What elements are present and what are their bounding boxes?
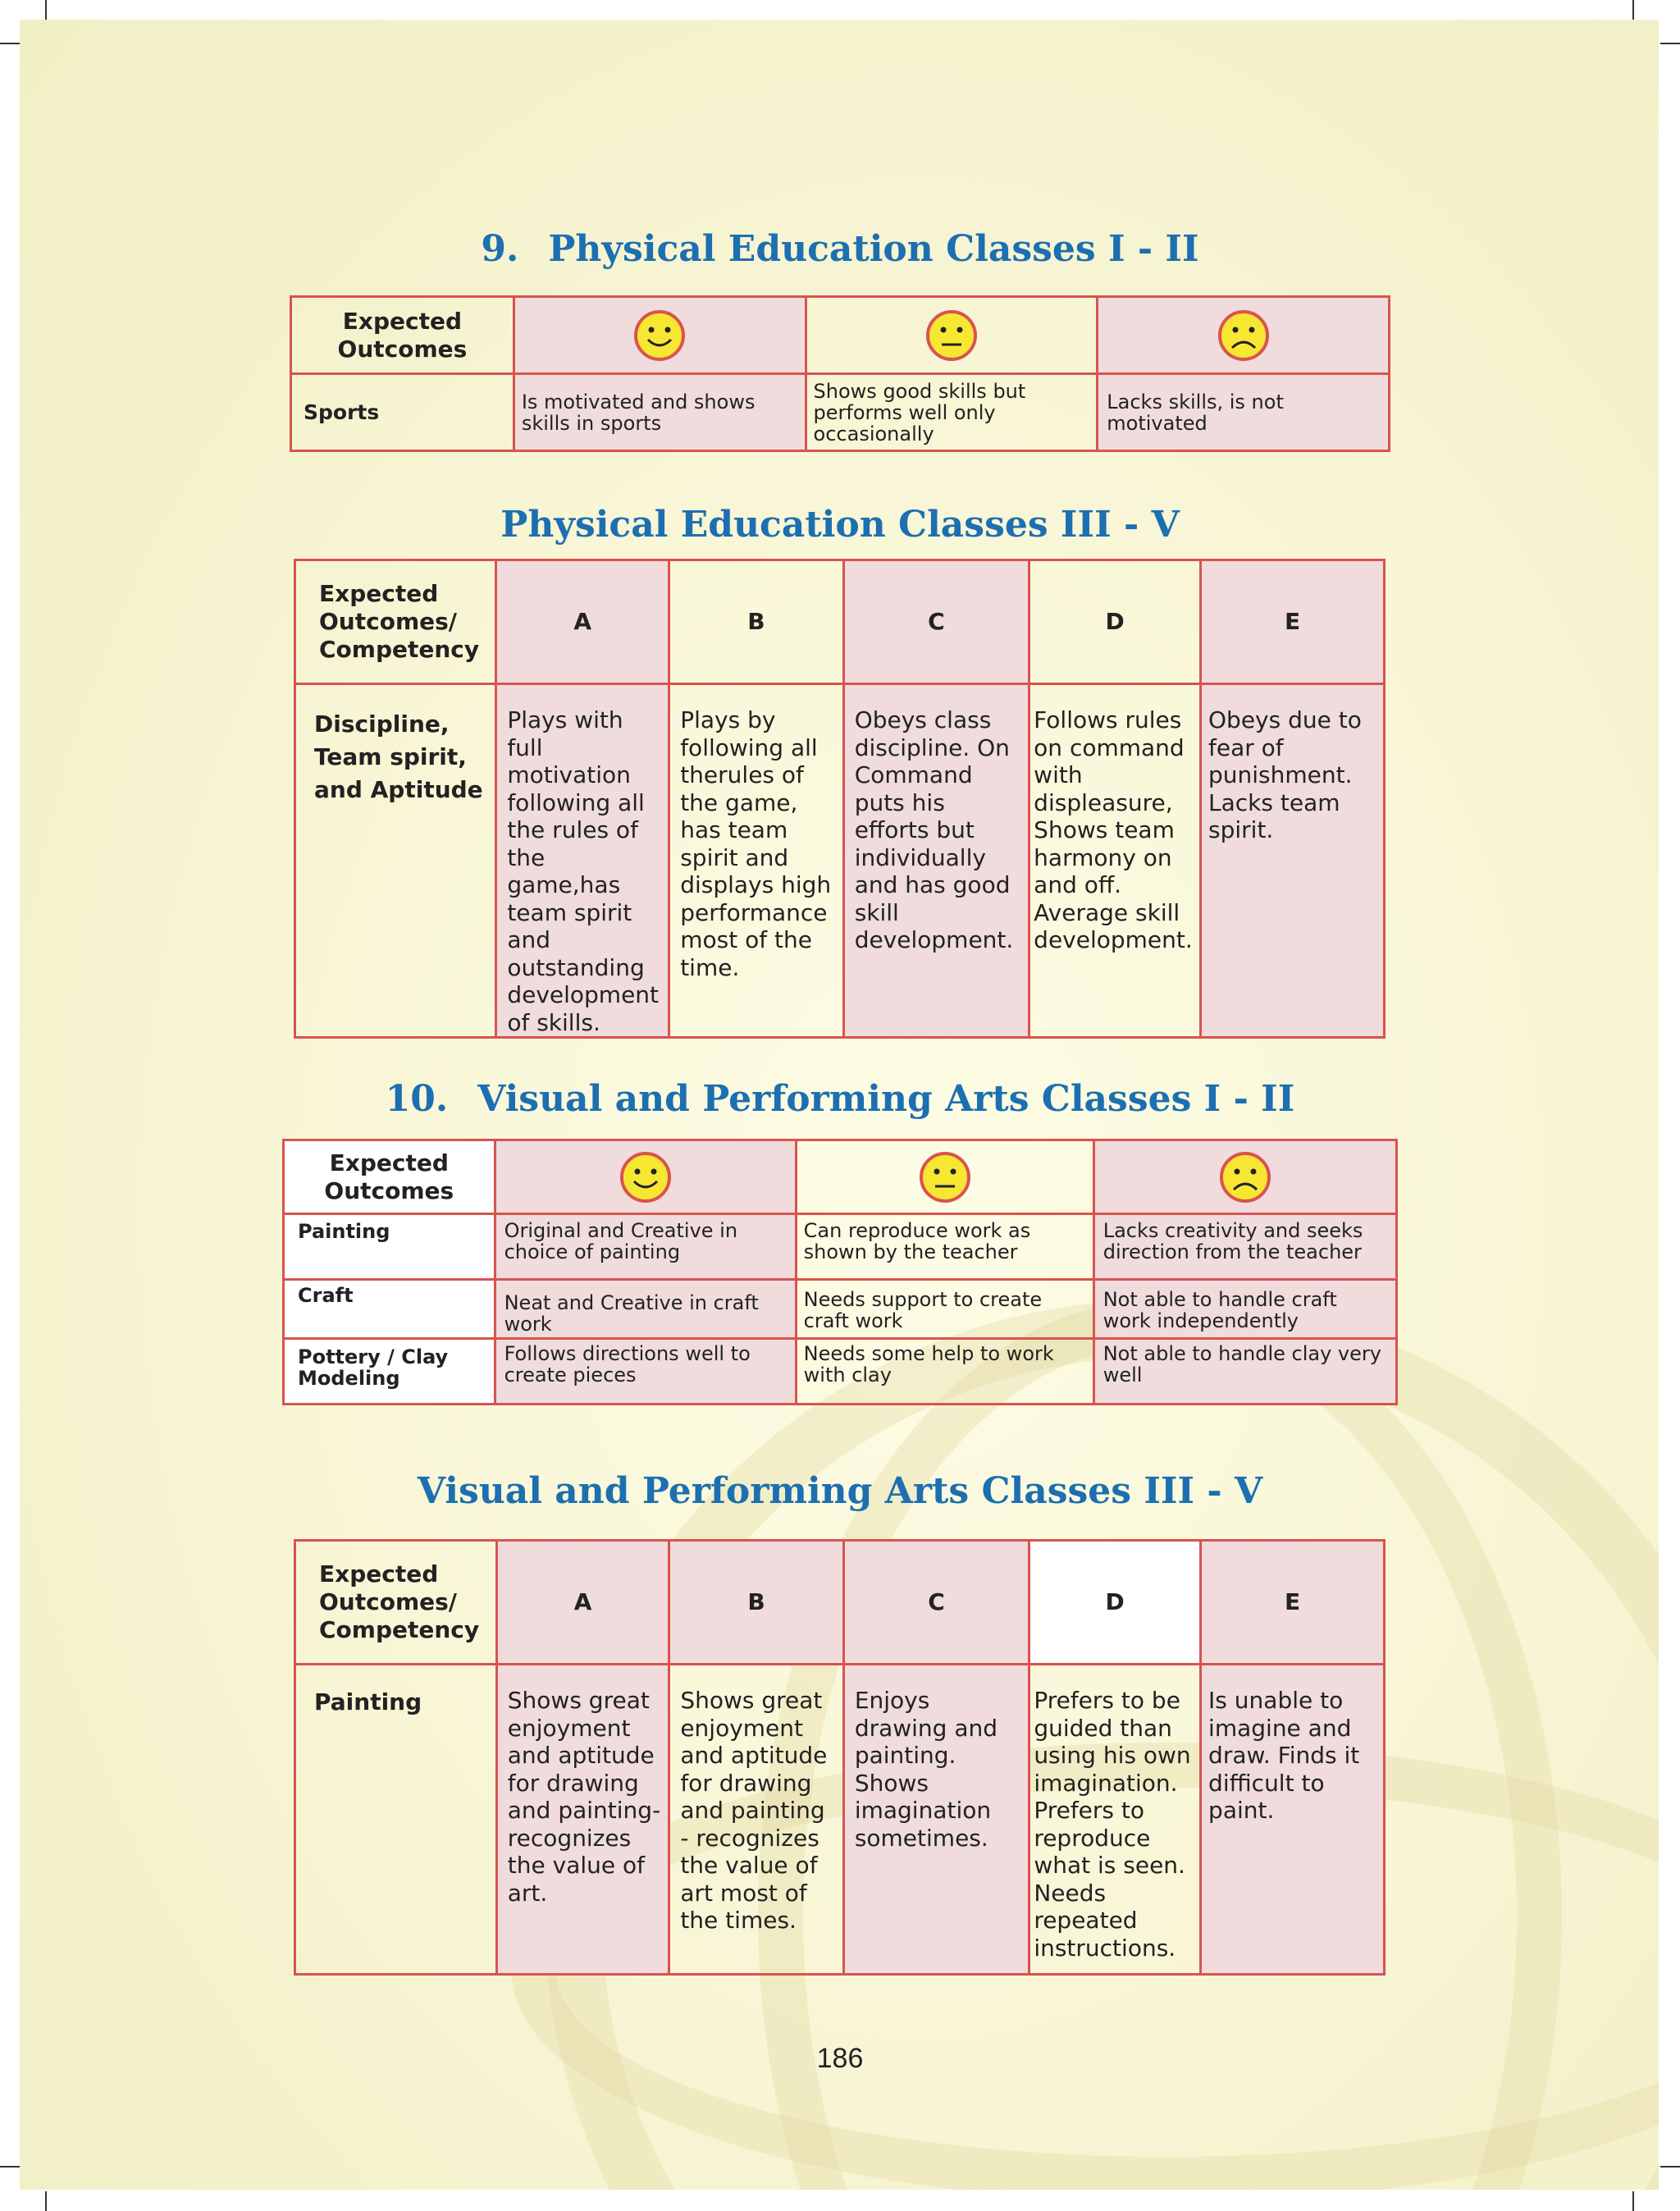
section-title — [0, 1078, 1680, 1120]
crop-mark — [1632, 0, 1634, 20]
crop-mark — [0, 2166, 20, 2168]
row-label: Craft — [284, 1280, 495, 1339]
pe-3-5-table — [294, 559, 1386, 1039]
section-title-text: Physical Education Classes III - V — [500, 504, 1180, 546]
cell-e: Is unable to imagine and draw. Finds it difficult to paint. — [1201, 1665, 1385, 1975]
section-title-text: Physical Education Classes I - II — [548, 228, 1199, 270]
frown-icon — [1098, 297, 1390, 374]
cell-c: Enjoys drawing and painting. Shows imagination sometimes. — [843, 1665, 1029, 1975]
section-title — [0, 504, 1680, 546]
row-label: Painting — [295, 1665, 497, 1975]
cell-good: Neat and Creative in craft work — [495, 1280, 796, 1339]
row-label: Painting — [284, 1214, 495, 1280]
neutral-icon — [806, 297, 1098, 374]
cell-poor: Lacks skills, is not motivated — [1098, 374, 1390, 451]
cell-a: Shows great enjoyment and aptitude for drawing and painting- recognizes the value of art. — [496, 1665, 669, 1975]
grade-d: D — [1029, 560, 1201, 684]
cell-c: Obeys class discipline. On Command puts his efforts but individually and has good skill development. — [843, 684, 1029, 1038]
section-number: 9. — [481, 228, 519, 270]
cell-poor: Not able to handle craft work independently — [1093, 1280, 1396, 1339]
grade-d: D — [1029, 1541, 1201, 1665]
cell-e: Obeys due to fear of punishment. Lacks team spirit. — [1201, 684, 1385, 1038]
cell-b: Plays by following all therules of the game, has team spirit and displays high performance most of the time. — [669, 684, 843, 1038]
grade-c: C — [843, 1541, 1029, 1665]
header-label: Expected Outcomes — [284, 1140, 495, 1214]
page-number: 186 — [816, 2043, 864, 2074]
section-title-text: Visual and Performing Arts Classes III - V — [417, 1470, 1263, 1512]
cell-poor: Lacks creativity and seeks direction from the teacher — [1093, 1214, 1396, 1280]
cell-poor: Not able to handle clay very well — [1093, 1339, 1396, 1405]
header-label: Expected Outcomes/ Competency — [295, 1541, 497, 1665]
frown-icon — [1093, 1140, 1396, 1214]
grade-a: A — [496, 560, 669, 684]
cell-average: Can reproduce work as shown by the teacher — [796, 1214, 1093, 1280]
grade-a: A — [496, 1541, 669, 1665]
crop-mark — [1660, 43, 1680, 44]
cell-average: Needs support to create craft work — [796, 1280, 1093, 1339]
crop-mark — [1660, 2166, 1680, 2168]
cell-good: Is motivated and shows skills in sports — [514, 374, 806, 451]
arts-3-5-table — [294, 1539, 1386, 1976]
cell-average: Shows good skills but performs well only occasionally — [806, 374, 1098, 451]
crop-mark — [45, 2191, 47, 2211]
arts-1-2-table — [282, 1139, 1398, 1405]
crop-mark — [45, 0, 47, 20]
cell-b: Shows great enjoyment and aptitude for drawing and painting - recognizes the value of art most of the times. — [669, 1665, 843, 1975]
section-title-text: Visual and Performing Arts Classes I - II — [477, 1078, 1295, 1120]
section-title — [0, 1470, 1680, 1512]
row-label: Sports — [291, 374, 514, 451]
neutral-icon — [796, 1140, 1093, 1214]
header-label: Expected Outcomes — [291, 297, 514, 374]
row-label: Pottery / Clay Modeling — [284, 1339, 495, 1405]
row-label: Discipline, Team spirit, and Aptitude — [295, 684, 496, 1038]
crop-mark — [0, 43, 20, 44]
cell-average: Needs some help to work with clay — [796, 1339, 1093, 1405]
cell-d: Follows rules on command with displeasure, Shows team harmony on and off. Average skill development. — [1029, 684, 1201, 1038]
smile-icon — [495, 1140, 796, 1214]
crop-mark — [1632, 2191, 1634, 2211]
grade-e: E — [1201, 1541, 1385, 1665]
cell-good: Original and Creative in choice of painting — [495, 1214, 796, 1280]
cell-a: Plays with full motivation following all the rules of the game,has team spirit and outstanding development of skills. — [496, 684, 669, 1038]
header-label: Expected Outcomes/ Competency — [295, 560, 496, 684]
grade-e: E — [1201, 560, 1385, 684]
grade-b: B — [669, 560, 843, 684]
pe-1-2-table — [290, 295, 1390, 452]
section-number: 10. — [385, 1078, 449, 1120]
section-title — [0, 228, 1680, 270]
grade-b: B — [669, 1541, 843, 1665]
grade-c: C — [843, 560, 1029, 684]
cell-d: Prefers to be guided than using his own imagination. Prefers to reproduce what is seen. Needs repeated instructions. — [1029, 1665, 1201, 1975]
cell-good: Follows directions well to create pieces — [495, 1339, 796, 1405]
smile-icon — [514, 297, 806, 374]
